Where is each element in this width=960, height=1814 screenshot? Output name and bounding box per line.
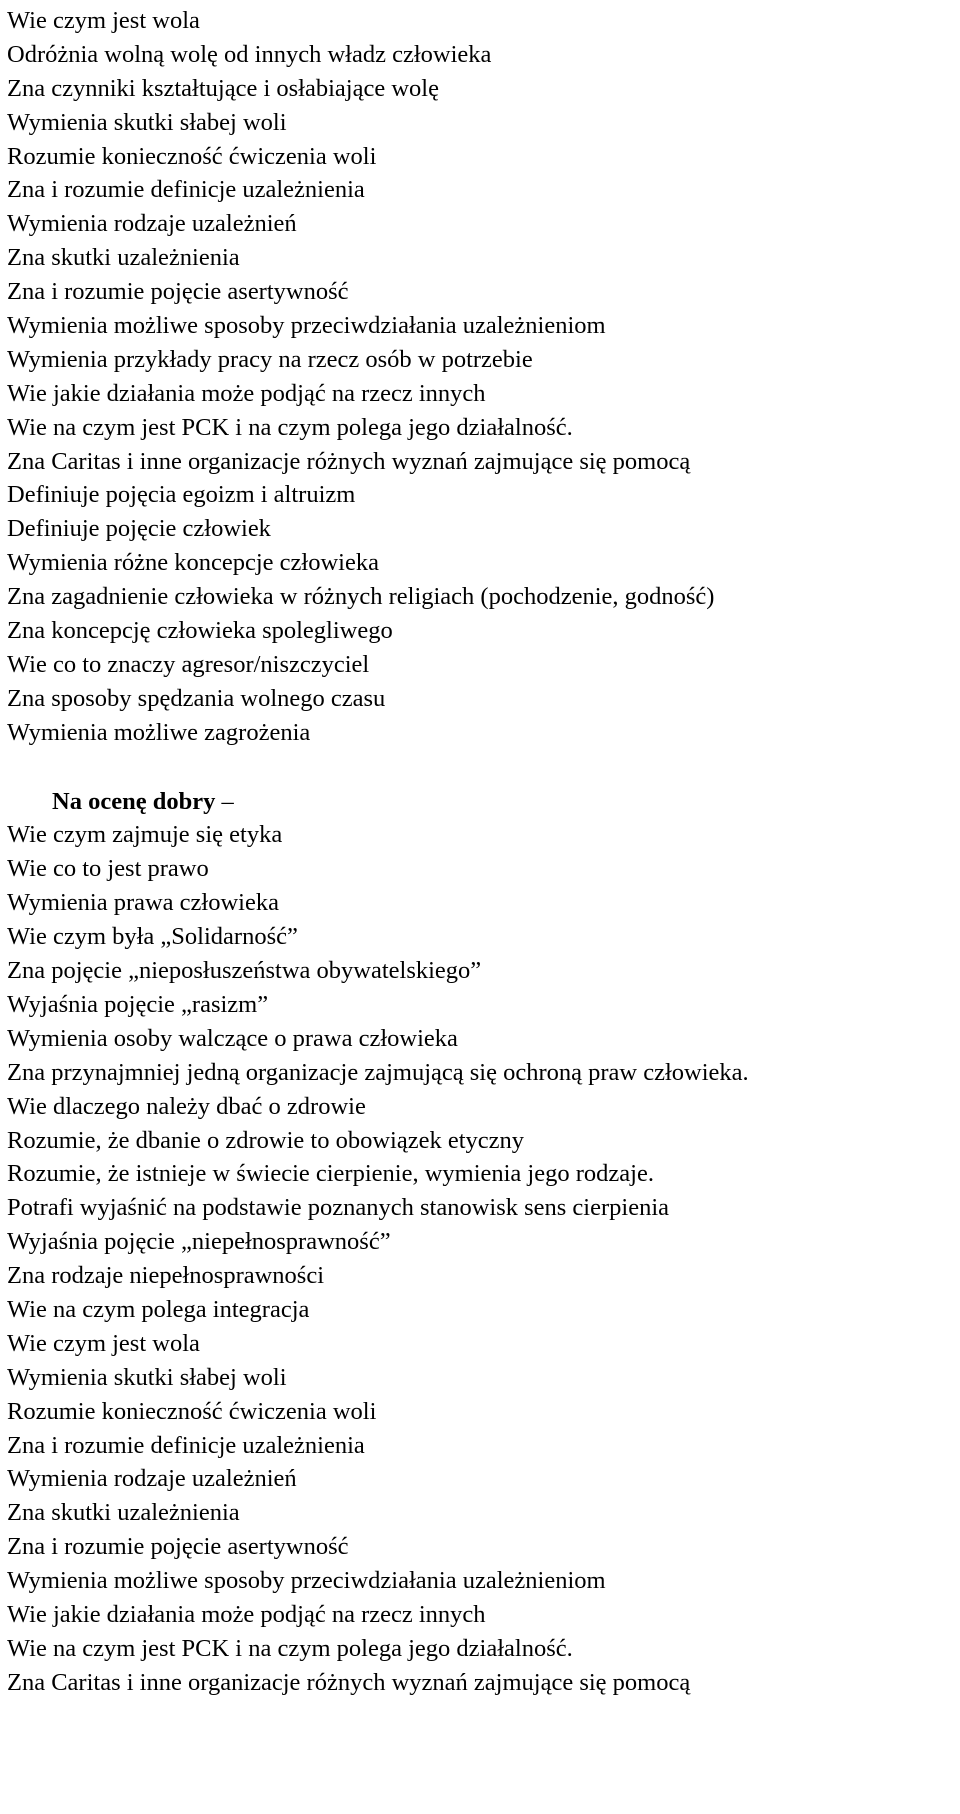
- list-item: Zna skutki uzależnienia: [7, 244, 240, 272]
- list-item: Rozumie, że istnieje w świecie cierpienie, wymienia jego rodzaje.: [7, 1160, 654, 1188]
- list-item: Zna skutki uzależnienia: [7, 1499, 240, 1527]
- list-item: Potrafi wyjaśnić na podstawie poznanych stanowisk sens cierpienia: [7, 1194, 670, 1222]
- grade-heading-label: Na ocenę dobry: [52, 787, 216, 815]
- list-item: Wie co to jest prawo: [7, 855, 209, 883]
- list-item: Wymienia rodzaje uzależnień: [7, 210, 297, 238]
- list-item: Zna i rozumie pojęcie asertywność: [7, 1533, 349, 1561]
- list-item: Rozumie konieczność ćwiczenia woli: [7, 1397, 377, 1425]
- list-item: Zna Caritas i inne organizacje różnych wyznań zajmujące się pomocą: [7, 447, 691, 475]
- list-item: Odróżnia wolną wolę od innych władz człowieka: [7, 40, 492, 68]
- list-item: Zna zagadnienie człowieka w różnych religiach (pochodzenie, godność): [7, 583, 715, 611]
- list-item: Wie czym jest wola: [7, 1329, 200, 1357]
- list-item: Rozumie konieczność ćwiczenia woli: [7, 142, 377, 170]
- list-item: Wie czym zajmuje się etyka: [7, 821, 283, 849]
- list-item: Wymienia przykłady pracy na rzecz osób w potrzebie: [7, 345, 533, 373]
- list-item: Definiuje pojęcie człowiek: [7, 515, 271, 543]
- requirements-list-2: [7, 818, 960, 1699]
- list-item: Wymienia możliwe sposoby przeciwdziałania uzależnieniom: [7, 1567, 606, 1595]
- list-item: Wie dlaczego należy dbać o zdrowie: [7, 1092, 366, 1120]
- list-item: Rozumie, że dbanie o zdrowie to obowiązek etyczny: [7, 1126, 525, 1154]
- list-item: Wymienia różne koncepcje człowieka: [7, 549, 379, 577]
- list-item: Wie jakie działania może podjąć na rzecz innych: [7, 1600, 486, 1628]
- blank-line: [7, 750, 960, 785]
- grade-heading: [7, 785, 960, 819]
- list-item: Wyjaśnia pojęcie „rasizm”: [7, 990, 269, 1018]
- list-item: Wie jakie działania może podjąć na rzecz innych: [7, 379, 486, 407]
- list-item: Zna przynajmniej jedną organizacje zajmującą się ochroną praw człowieka.: [7, 1058, 749, 1086]
- list-item: Wymienia możliwe zagrożenia: [7, 718, 311, 746]
- list-item: Wie na czym polega integracja: [7, 1295, 310, 1323]
- list-item: Zna i rozumie definicje uzależnienia: [7, 1431, 365, 1459]
- list-item: Wymienia skutki słabej woli: [7, 108, 287, 136]
- list-item: Wymienia rodzaje uzależnień: [7, 1465, 297, 1493]
- list-item: Zna sposoby spędzania wolnego czasu: [7, 684, 386, 712]
- list-item: Wymienia prawa człowieka: [7, 889, 279, 917]
- requirements-list-1: [7, 4, 960, 750]
- list-item: Wie na czym jest PCK i na czym polega jego działalność.: [7, 1634, 573, 1662]
- list-item: Wie co to znaczy agresor/niszczyciel: [7, 650, 370, 678]
- list-item: Zna i rozumie definicje uzależnienia: [7, 176, 365, 204]
- list-item: Definiuje pojęcia egoizm i altruizm: [7, 481, 356, 509]
- grade-heading-dash: –: [215, 787, 234, 815]
- list-item: Wie czym jest wola: [7, 7, 200, 34]
- list-item: Wymienia skutki słabej woli: [7, 1363, 287, 1391]
- list-item: Wie na czym jest PCK i na czym polega jego działalność.: [7, 413, 573, 441]
- list-item: Zna czynniki kształtujące i osłabiające wolę: [7, 74, 439, 102]
- list-item: Wymienia osoby walczące o prawa człowieka: [7, 1024, 458, 1052]
- list-item: Wyjaśnia pojęcie „niepełnosprawność”: [7, 1228, 391, 1256]
- list-item: Zna rodzaje niepełnosprawności: [7, 1262, 325, 1290]
- list-item: Wymienia możliwe sposoby przeciwdziałania uzależnieniom: [7, 312, 606, 340]
- list-item: Zna pojęcie „nieposłuszeństwa obywatelskiego”: [7, 957, 482, 985]
- list-item: Zna Caritas i inne organizacje różnych wyznań zajmujące się pomocą: [7, 1668, 691, 1696]
- list-item: Zna i rozumie pojęcie asertywność: [7, 278, 349, 306]
- list-item: Wie czym była „Solidarność”: [7, 923, 298, 951]
- list-item: Zna koncepcję człowieka spolegliwego: [7, 617, 393, 645]
